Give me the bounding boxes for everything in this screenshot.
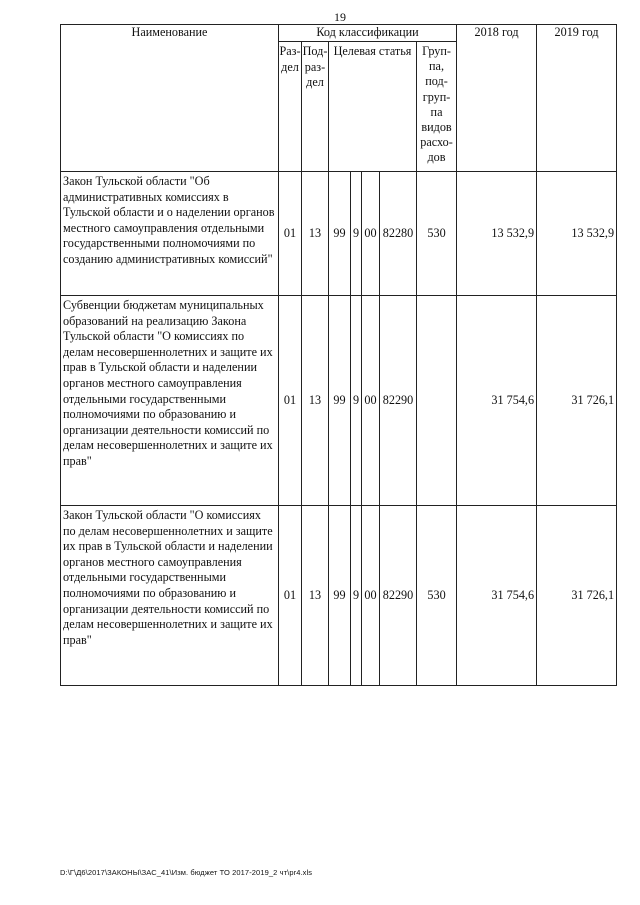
- row-subsection: 13: [302, 296, 329, 506]
- row-amount-2019: 31 726,1: [537, 506, 617, 686]
- row-target-direction: 82280: [380, 172, 417, 296]
- header-target-article: Целевая статья: [329, 42, 417, 172]
- row-name: Закон Тульской области "Об административных комиссиях в Тульской области и о наделении органов местного самоуправления отдельными государственными полномочиями по созданию административных комиссий": [61, 172, 279, 296]
- row-target-program: 99: [329, 506, 351, 686]
- row-amount-2018: 31 754,6: [457, 296, 537, 506]
- header-name: Наименование: [61, 25, 279, 172]
- header-section: Раз- дел: [279, 42, 302, 172]
- row-target-subprogram: 9: [351, 506, 362, 686]
- row-expense-group: [417, 296, 457, 506]
- page-number: 19: [334, 10, 346, 24]
- row-amount-2019: 13 532,9: [537, 172, 617, 296]
- table-header: [61, 25, 617, 172]
- header-year-2018: 2018 год: [457, 25, 537, 172]
- budget-table: [60, 24, 617, 686]
- header-expense-group: Груп- па, под- груп- па видов расхо- дов: [417, 42, 457, 172]
- header-classification: Код классификации: [279, 25, 457, 42]
- row-name: Закон Тульской области "О комиссиях по делам несовершеннолетних и защите их прав в Тульской области и наделении органов местного самоуправления отдельными государственными полномочиями по образованию и организации деятельности комиссий по делам несовершеннолетних и защите их прав": [61, 506, 279, 686]
- file-path-footer: D:\Г\Д6\2017\ЗАКОНЫ\ЗАС_41\Изм. бюджет ТО 2017-2019_2 чт\pr4.xls: [60, 868, 313, 877]
- row-target-subprogram: 9: [351, 172, 362, 296]
- row-amount-2018: 13 532,9: [457, 172, 537, 296]
- row-target-program: 99: [329, 172, 351, 296]
- header-year-2019: 2019 год: [537, 25, 617, 172]
- table-row: [61, 506, 617, 686]
- row-target-event: 00: [362, 506, 380, 686]
- row-subsection: 13: [302, 506, 329, 686]
- row-target-direction: 82290: [380, 506, 417, 686]
- row-target-event: 00: [362, 296, 380, 506]
- row-expense-group: 530: [417, 506, 457, 686]
- row-target-subprogram: 9: [351, 296, 362, 506]
- row-expense-group: 530: [417, 172, 457, 296]
- row-section: 01: [279, 506, 302, 686]
- row-target-direction: 82290: [380, 296, 417, 506]
- row-name: Субвенции бюджетам муниципальных образований на реализацию Закона Тульской области "О комиссиях по делам несовершеннолетних и защите их прав в Тульской области и наделении органов местного самоуправления отдельными государственными полномочиями по образованию и организации деятельности комиссий по делам несовершеннолетних и защите их прав": [61, 296, 279, 506]
- header-subsection: Под- раз- дел: [302, 42, 329, 172]
- row-section: 01: [279, 296, 302, 506]
- row-subsection: 13: [302, 172, 329, 296]
- row-target-event: 00: [362, 172, 380, 296]
- row-section: 01: [279, 172, 302, 296]
- row-amount-2019: 31 726,1: [537, 296, 617, 506]
- row-target-program: 99: [329, 296, 351, 506]
- row-amount-2018: 31 754,6: [457, 506, 537, 686]
- table-row: [61, 172, 617, 296]
- table-row: [61, 296, 617, 506]
